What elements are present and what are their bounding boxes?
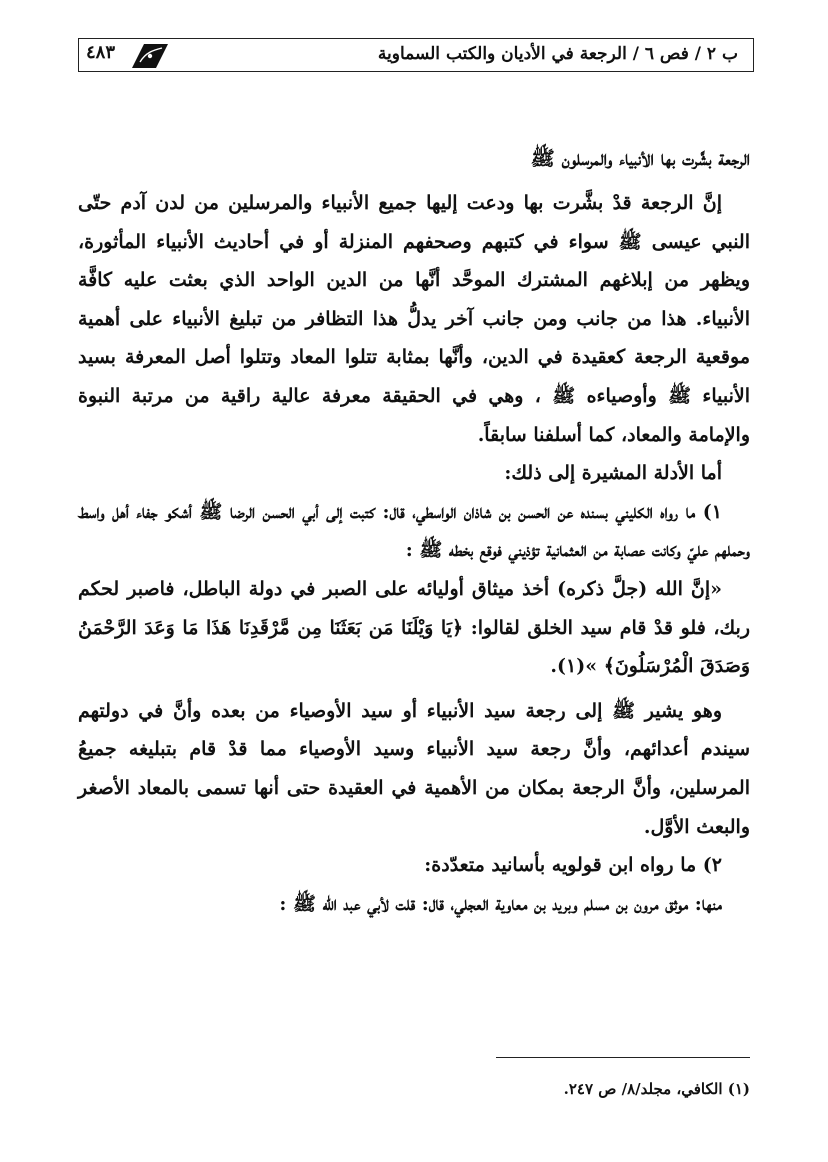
quotation-paragraph: «إنَّ الله (جلَّ ذكره) أخذ ميثاق أوليائه على الصبر في دولة الباطل، فاصبر لحكم ربك، فلو قدْ قام سيد الخلق لقالوا: ﴿يَا وَيْلَنَا مَن بَعَثَنَا مِن مَّرْقَدِنَا هَذَا مَا وَعَدَ الرَّحْمَنُ وَصَدَقَ الْمُرْسَلُونَ﴾ »(١). (78, 577, 750, 678)
page-number: ٤٨٣ (86, 42, 116, 63)
paragraph: أما الأدلة المشيرة إلى ذلك: (504, 462, 722, 485)
body-text (78, 184, 750, 923)
paragraph: ٢) ما رواه ابن قولويه بأسانيد متعدّدة: (424, 854, 722, 877)
section-heading: الرجعة بشَّرت بها الأنبياء والمرسلون ﷺ (530, 146, 750, 170)
running-header-title: ب ٢ / فص ٦ / الرجعة في الأديان والكتب السماوية (377, 44, 738, 64)
paragraph: إنَّ الرجعة قدْ بشَّرت بها ودعت إليها جميع الأنبياء والمرسلين من لدن آدم حتّى النبي عيسى ﷺ سواء في كتبهم وصحفهم المنزلة أو في أحاديث الأنبياء المأثورة، ويظهر من إبلاغهم المشترك الموحَّد أنَّها من الدين الواحد الذي بعثت عليه كافَّة الأنبياء. هذا من جانب ومن جانب آخر يدلُّ هذا التظافر من تبليغ الأنبياء على أهمية موقعية الرجعة كعقيدة في الدين، وأنَّها بمثابة تتلوا المعاد وتتلوا أصل المعرفة بسيد الأنبياء ﷺ وأوصياءه ﷺ ، وهي في الحقيقة معرفة عالية راقية من مرتبة النبوة والإمامة والمعاد، كما أسلفنا سابقاً. (78, 192, 750, 446)
footnote: (١) الكافي، مجلد/٨/ ص ٢٤٧. (563, 1080, 750, 1098)
paragraph: منها: موثق مرون بن مسلم وبريد بن معاوية العجلي، قال: قلت لأبي عبد الله ﷺ : (279, 892, 722, 915)
footnote-divider (496, 1057, 750, 1058)
ornament-icon (130, 40, 170, 70)
paragraph: ١) ما رواه الكليني بسنده عن الحسن بن شاذان الواسطي، قال: كتبت إلى أبي الحسن الرضا ﷺ أشكو جفاء أهل واسط وحملهم عليّ وكانت عصابة من العثمانية تؤذيني فوقع بخطه ﷺ : (78, 500, 750, 562)
paragraph: وهو يشير ﷺ إلى رجعة سيد الأنبياء أو سيد الأوصياء من بعده وأنَّ في دولتهم سيندم أعدائهم، وأنَّ رجعة سيد الأنبياء وسيد الأوصياء مما قدْ قام بتبليغه جميعُ المرسلين، وأنَّ الرجعة بمكان من الأهمية في العقيدة حتى أنها تسمى بالمعاد الأصغر والبعث الأوَّل. (78, 699, 750, 838)
